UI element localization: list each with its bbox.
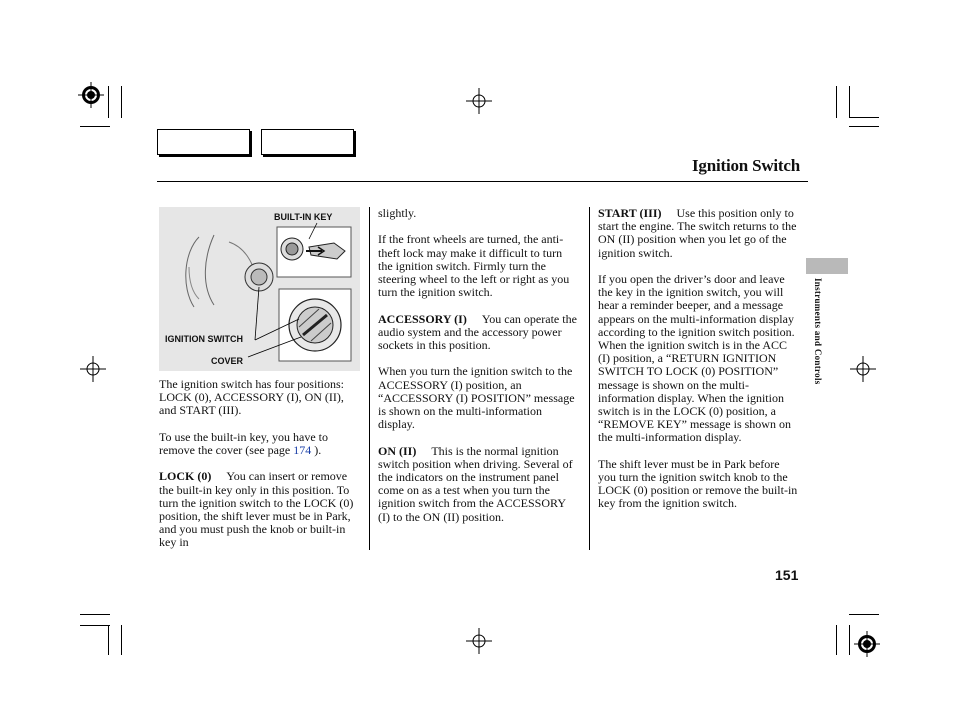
page-link-174[interactable]: 174 [293, 443, 312, 457]
column-divider [589, 207, 590, 550]
paragraph [378, 445, 579, 524]
crosshair-icon [850, 356, 876, 382]
term-on: ON (II) [378, 443, 417, 458]
paragraph: If you open the driver’s door and leave the key in the ignition switch, you will hear a reminder beeper, and a message appears on the multi-information display according to the ignition switch position. When the ignition switch is in the ACC (I) position, a “RETURN IGNITION SWITCH TO LOCK (0) POSITION” message is shown on the multi-information display. When the ignition switch is in the LOCK (0) position, a “REMOVE KEY” message is shown on the multi-information display. [598, 272, 795, 445]
paragraph [598, 207, 798, 260]
text-run: You can insert or remove the built-in key only in this position. To turn the ignition switch to the LOCK (0) position, the shift lever must be in Park, and you must push the knob or built-in key in [159, 469, 354, 550]
registration-target-icon [78, 82, 104, 108]
term-accessory: ACCESSORY (I) [378, 311, 467, 326]
text-run: ). [311, 443, 322, 457]
section-tab-label: Instruments and Controls [813, 278, 823, 385]
column-divider [369, 207, 370, 550]
paragraph [159, 431, 359, 457]
paragraph [159, 470, 359, 549]
page-title: Ignition Switch [692, 156, 800, 175]
nav-button-1[interactable] [157, 129, 250, 155]
text-run: You can operate the audio system and the accessory power sockets in this position. [378, 311, 577, 352]
text-column-1 [159, 378, 359, 550]
paragraph: slightly. [378, 206, 417, 220]
nav-button-2[interactable] [261, 129, 354, 155]
ignition-switch-figure [159, 207, 360, 371]
ignition-switch-illustration [159, 207, 360, 371]
section-tab [806, 258, 848, 274]
figure-label-built-in-key: BUILT-IN KEY [274, 212, 333, 222]
text-run: To use the built-in key, you have to remove the cover (see page [159, 429, 329, 457]
header-rule [157, 181, 808, 182]
paragraph: The shift lever must be in Park before you turn the ignition switch knob to the LOCK (0) position or remove the built-in key from the ignition switch. [598, 456, 798, 511]
figure-label-ignition-switch: IGNITION SWITCH [165, 334, 243, 344]
text-column-3 [598, 207, 798, 511]
paragraph: When you turn the ignition switch to the ACCESSORY (I) position, an “ACCESSORY (I) POSITION” message is shown on the multi-information display. [378, 364, 575, 432]
crosshair-icon [466, 628, 492, 654]
figure-label-cover: COVER [211, 356, 244, 366]
text-run: Use this position only to start the engine. The switch returns to the ON (II) position when you let go of the ignition switch. [598, 206, 797, 260]
paragraph: The ignition switch has four positions: LOCK (0), ACCESSORY (I), ON (II), and START (III). [159, 377, 344, 418]
paragraph: If the front wheels are turned, the anti-theft lock may make it difficult to turn the ignition switch. Firmly turn the steering wheel to the left or right as you turn the ignition switch. [378, 232, 570, 300]
term-start: START (III) [598, 206, 662, 220]
text-column-2 [378, 207, 579, 524]
text-run: This is the normal ignition switch position when driving. Several of the indicators on the instrument panel come on as a test when you turn the ignition switch from the ACCESSORY (I) to the ON (II) position. [378, 443, 573, 524]
page-number: 151 [775, 567, 799, 583]
crosshair-icon [80, 356, 106, 382]
registration-target-icon [854, 631, 880, 657]
paragraph [378, 313, 579, 353]
crosshair-icon [466, 88, 492, 114]
term-lock: LOCK (0) [159, 469, 212, 484]
